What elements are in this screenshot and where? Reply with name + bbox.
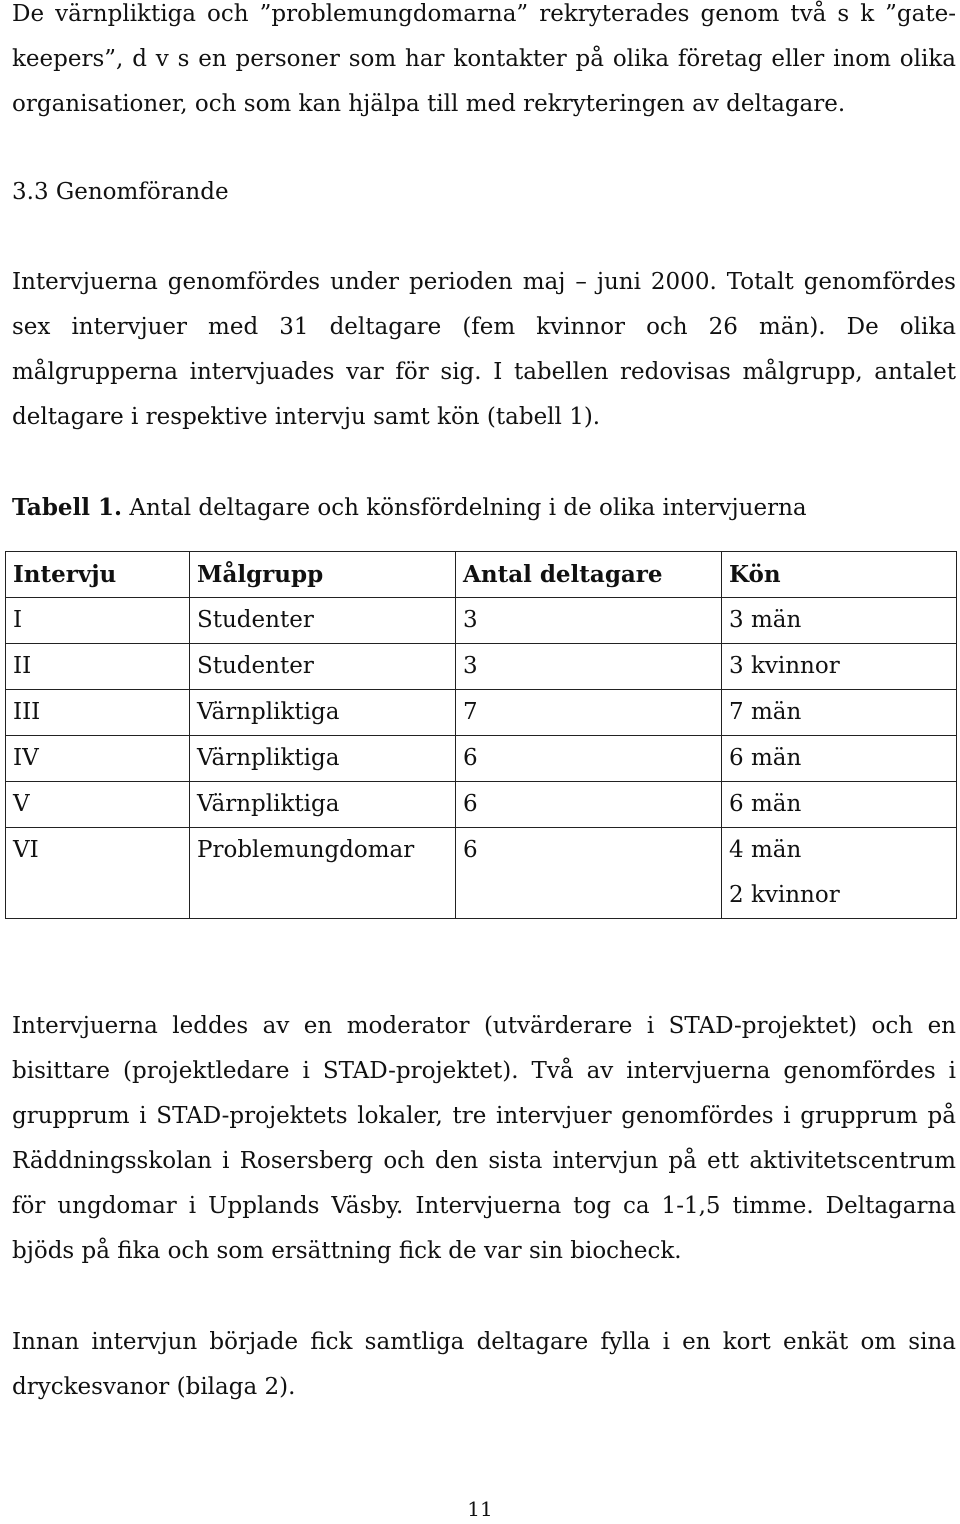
table-row	[6, 598, 957, 644]
table-row	[6, 690, 957, 736]
enkat-paragraph: Innan intervjun började fick samtliga deltagare fylla i en kort enkät om sina dryckesvanor (bilaga 2).	[12, 1329, 956, 1400]
cell-intervju: VI	[6, 828, 190, 919]
header-kon: Kön	[722, 552, 957, 598]
cell-antal: 3	[456, 644, 722, 690]
participants-table	[5, 551, 957, 919]
table-caption-text: Antal deltagare och könsfördelning i de olika intervjuerna	[122, 495, 807, 521]
cell-antal: 6	[456, 782, 722, 828]
cell-antal: 3	[456, 598, 722, 644]
genomforande-paragraph: Intervjuerna genomfördes under perioden maj – juni 2000. Totalt genomfördes sex intervjuer med 31 deltagare (fem kvinnor och 26 män). De olika målgrupperna intervjuades var för sig. I tabellen redovisas målgrupp, antalet deltagare i respektive intervju samt kön (tabell 1).	[12, 269, 956, 430]
cell-kon-line: 4 män	[729, 837, 802, 863]
cell-intervju: II	[6, 644, 190, 690]
cell-malgrupp: Värnpliktiga	[190, 690, 456, 736]
cell-malgrupp: Studenter	[190, 644, 456, 690]
header-intervju: Intervju	[6, 552, 190, 598]
moderator-paragraph: Intervjuerna leddes av en moderator (utvärderare i STAD-projektet) och en bisittare (projektledare i STAD-projektet). Två av intervjuerna genomfördes i grupprum i STAD-projektets lokaler, tre intervjuer genomfördes i grupprum på Räddningsskolan i Rosersberg och den sista intervjun på ett aktivitetscentrum för ungdomar i Upplands Väsby. Intervjuerna tog ca 1-1,5 timme. Deltagarna bjöds på fika och som ersättning fick de var sin biocheck.	[12, 1013, 956, 1264]
intro-paragraph: De värnpliktiga och ”problemungdomarna” rekryterades genom två s k ”gate-keepers”, d v s en personer som har kontakter på olika företag eller inom olika organisationer, och som kan hjälpa till med rekryteringen av deltagare.	[12, 1, 956, 117]
table-row	[6, 782, 957, 828]
table-caption-label: Tabell 1.	[12, 494, 123, 521]
cell-antal: 6	[456, 828, 722, 919]
table-header-row	[6, 552, 957, 598]
cell-malgrupp: Värnpliktiga	[190, 736, 456, 782]
cell-malgrupp: Studenter	[190, 598, 456, 644]
table-row	[6, 736, 957, 782]
cell-antal: 7	[456, 690, 722, 736]
table-row	[6, 644, 957, 690]
cell-kon-line: 2 kvinnor	[729, 882, 840, 908]
table-caption	[12, 485, 807, 531]
cell-kon: 3 män	[722, 598, 957, 644]
cell-intervju: IV	[6, 736, 190, 782]
cell-malgrupp: Värnpliktiga	[190, 782, 456, 828]
cell-kon	[722, 828, 957, 919]
page-number: 11	[467, 1497, 493, 1521]
cell-intervju: III	[6, 690, 190, 736]
section-heading: 3.3 Genomförande	[12, 179, 229, 205]
table-row	[6, 828, 957, 919]
cell-intervju: I	[6, 598, 190, 644]
header-antal: Antal deltagare	[456, 552, 722, 598]
cell-kon: 6 män	[722, 736, 957, 782]
cell-kon: 3 kvinnor	[722, 644, 957, 690]
cell-kon: 6 män	[722, 782, 957, 828]
cell-malgrupp: Problemungdomar	[190, 828, 456, 919]
cell-antal: 6	[456, 736, 722, 782]
cell-kon: 7 män	[722, 690, 957, 736]
header-malgrupp: Målgrupp	[190, 552, 456, 598]
cell-intervju: V	[6, 782, 190, 828]
